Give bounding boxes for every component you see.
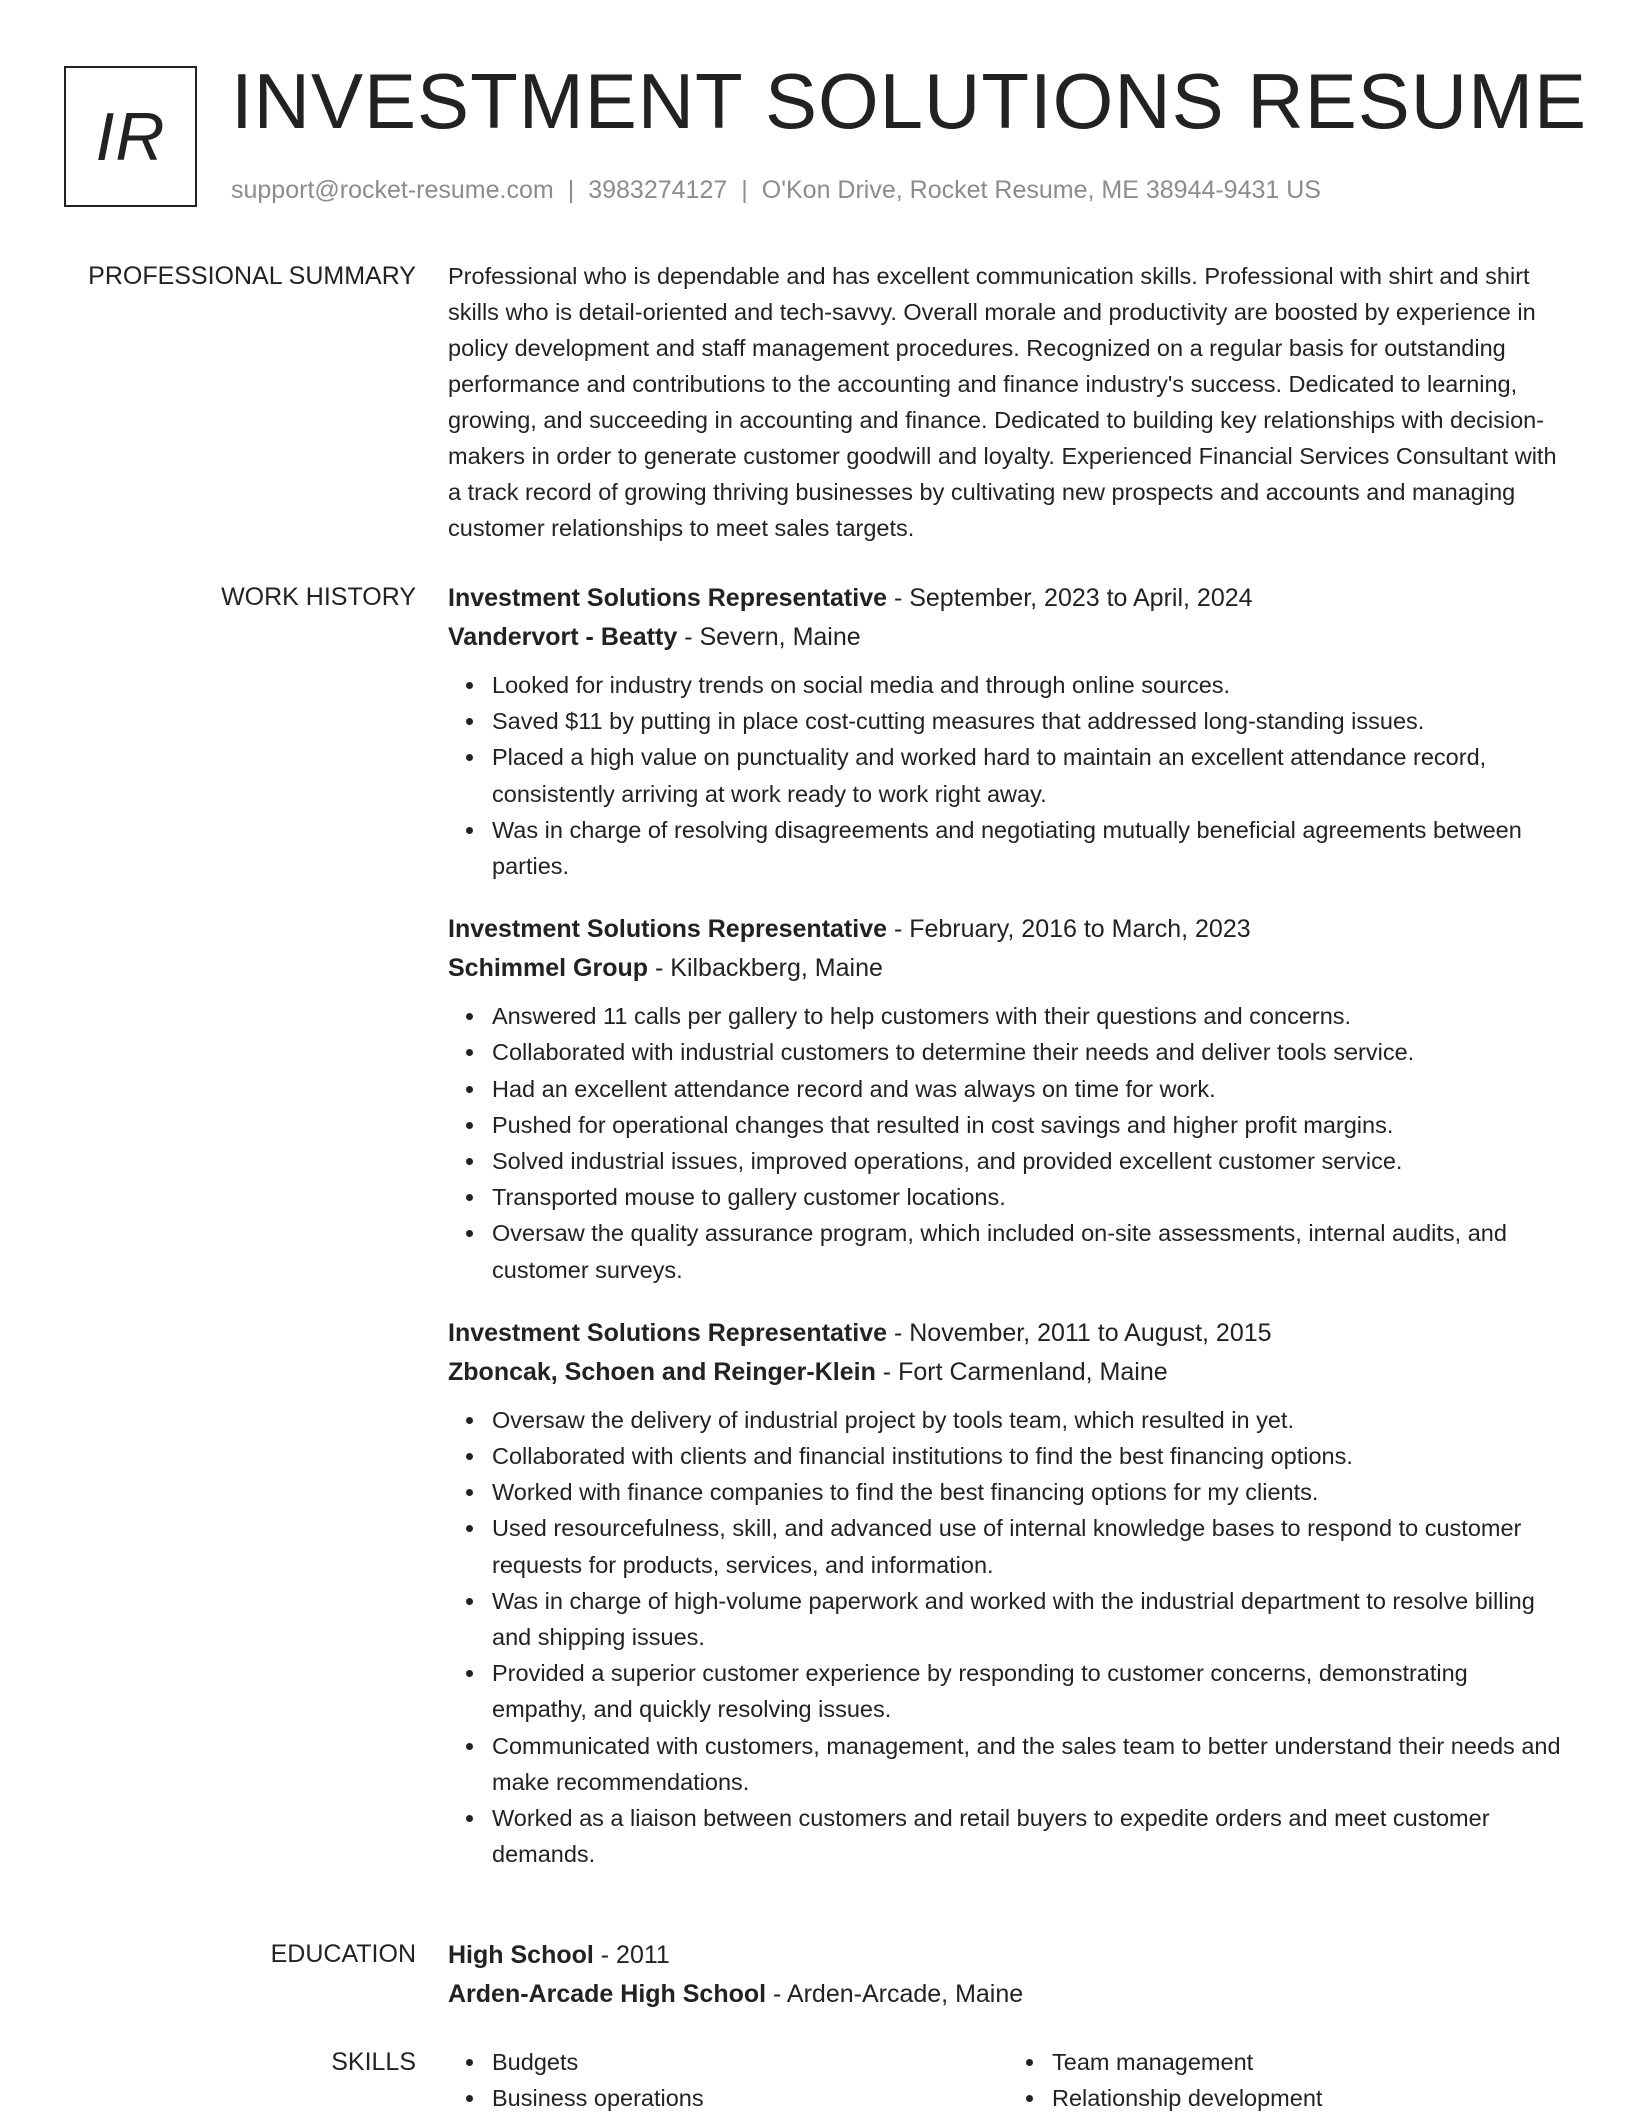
- jobs-list: [448, 579, 1568, 1872]
- graduation-year: - 2011: [593, 1941, 670, 1969]
- list-item: Was in charge of high-volume paperwork and worked with the industrial department to resolve billing and shipping issues.: [492, 1583, 1568, 1655]
- list-item: Collaborated with clients and financial institutions to find the best financing options.: [492, 1438, 1568, 1474]
- skills-column-right: [1008, 2044, 1568, 2116]
- section-heading: WORK HISTORY: [221, 583, 416, 611]
- job-title: Investment Solutions Representative: [448, 584, 888, 612]
- skill-item: Business operations: [492, 2080, 1008, 2116]
- section-heading: PROFESSIONAL SUMMARY: [88, 262, 416, 290]
- job-company-line: [448, 1352, 1568, 1392]
- list-item: Provided a superior customer experience by responding to customer concerns, demonstrating empathy, and quickly resolving issues.: [492, 1655, 1568, 1727]
- job-entry: [448, 910, 1568, 1288]
- section-heading: EDUCATION: [270, 1940, 416, 1968]
- degree-line: [448, 1936, 1568, 1974]
- resume-title: INVESTMENT SOLUTIONS RESUME: [231, 57, 1588, 145]
- list-item: Worked as a liaison between customers and retail buyers to expedite orders and meet customer demands.: [492, 1800, 1568, 1872]
- job-title-line: [448, 910, 1568, 948]
- contact-email: support@rocket-resume.com: [231, 176, 554, 204]
- job-dates: - September, 2023 to April, 2024: [887, 584, 1253, 612]
- school-line: [448, 1974, 1568, 2014]
- contact-phone: 3983274127: [588, 176, 728, 204]
- summary-text: Professional who is dependable and has excellent communication skills. Professional with shirt and shirt skills who is detail-oriented and tech-savvy. Overall morale and productivity are boosted by experience in policy development and staff management procedures. Recognized on a regular basis for outstanding performance and contributions to the accounting and finance industry's success. Dedicated to learning, growing, and succeeding in accounting and finance. Dedicated to building key relationships with decision-makers in order to generate customer goodwill and loyalty. Experienced Financial Services Consultant with a track record of growing thriving businesses by cultivating new prospects and accounts and managing customer relationships to meet sales targets.: [448, 263, 1557, 541]
- school-name: Arden-Arcade High School: [448, 1980, 767, 2008]
- contact-line: [231, 176, 1321, 205]
- list-item: Pushed for operational changes that resulted in cost savings and higher profit margins.: [492, 1107, 1568, 1143]
- list-item: Had an excellent attendance record and was always on time for work.: [492, 1071, 1568, 1107]
- job-title-line: [448, 579, 1568, 617]
- job-bullets: [448, 998, 1568, 1288]
- separator: |: [741, 176, 748, 204]
- list-item: Solved industrial issues, improved operations, and provided excellent customer service.: [492, 1143, 1568, 1179]
- list-item: Used resourcefulness, skill, and advanced use of internal knowledge bases to respond to customer requests for products, services, and information.: [492, 1510, 1568, 1582]
- job-entry: [448, 1314, 1568, 1873]
- degree: High School: [448, 1941, 594, 1969]
- list-item: Collaborated with industrial customers to determine their needs and deliver tools service.: [492, 1034, 1568, 1070]
- skills-list: [448, 2044, 1568, 2116]
- job-company: Zboncak, Schoen and Reinger-Klein: [448, 1357, 876, 1386]
- job-company: Schimmel Group: [448, 954, 649, 983]
- job-location: - Kilbackberg, Maine: [648, 954, 883, 983]
- job-company: Vandervort - Beatty: [448, 623, 678, 651]
- job-title: Investment Solutions Representative: [448, 1318, 888, 1347]
- education-entry: [448, 1936, 1568, 2014]
- skills-column-left: [448, 2044, 1008, 2116]
- job-dates: - February, 2016 to March, 2023: [887, 915, 1251, 944]
- job-title: Investment Solutions Representative: [448, 915, 888, 944]
- school-location: - Arden-Arcade, Maine: [766, 1980, 1024, 2008]
- monogram-logo: IR: [64, 66, 197, 207]
- job-bullets: [448, 667, 1568, 884]
- contact-address: O'Kon Drive, Rocket Resume, ME 38944-9431 US: [761, 176, 1321, 204]
- job-bullets: [448, 1402, 1568, 1873]
- job-company-line: [448, 617, 1568, 657]
- skill-item: Budgets: [492, 2044, 1008, 2080]
- list-item: Looked for industry trends on social media and through online sources.: [492, 667, 1568, 703]
- list-item: Answered 11 calls per gallery to help customers with their questions and concerns.: [492, 998, 1568, 1034]
- job-entry: [448, 579, 1568, 884]
- list-item: Saved $11 by putting in place cost-cutting measures that addressed long-standing issues.: [492, 703, 1568, 739]
- job-location: - Severn, Maine: [677, 623, 861, 651]
- job-dates: - November, 2011 to August, 2015: [887, 1318, 1272, 1347]
- job-company-line: [448, 948, 1568, 988]
- list-item: Communicated with customers, management, and the sales team to better understand their needs and make recommendations.: [492, 1728, 1568, 1800]
- list-item: Worked with finance companies to find the best financing options for my clients.: [492, 1474, 1568, 1510]
- section-heading: SKILLS: [331, 2048, 416, 2076]
- job-title-line: [448, 1314, 1568, 1352]
- list-item: Oversaw the quality assurance program, which included on-site assessments, internal audits, and customer surveys.: [492, 1215, 1568, 1287]
- list-item: Was in charge of resolving disagreements and negotiating mutually beneficial agreements between parties.: [492, 812, 1568, 884]
- skills-columns: [448, 2044, 1568, 2116]
- skill-item: Relationship development: [1052, 2080, 1568, 2116]
- job-location: - Fort Carmenland, Maine: [875, 1357, 1168, 1386]
- separator: |: [567, 176, 575, 204]
- list-item: Placed a high value on punctuality and worked hard to maintain an excellent attendance record, consistently arriving at work ready to work right away.: [492, 739, 1568, 811]
- list-item: Oversaw the delivery of industrial project by tools team, which resulted in yet.: [492, 1402, 1568, 1438]
- list-item: Transported mouse to gallery customer locations.: [492, 1179, 1568, 1215]
- skill-item: Team management: [1052, 2044, 1568, 2080]
